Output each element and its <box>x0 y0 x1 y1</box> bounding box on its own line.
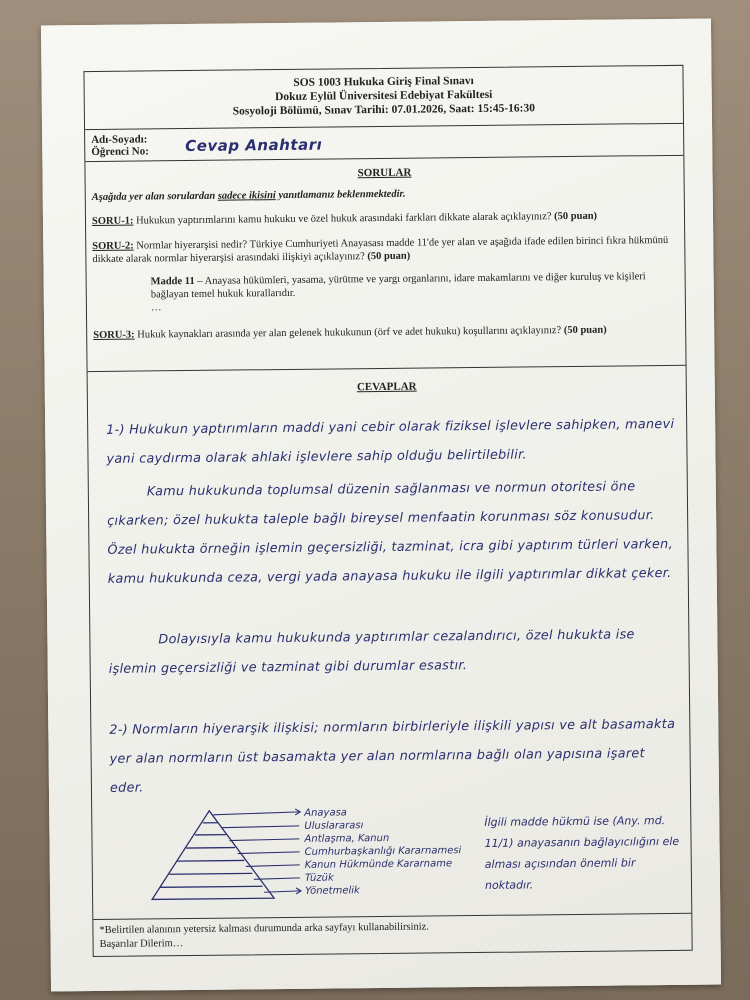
q2-points: (50 puan) <box>367 250 411 263</box>
pyramid-level-2: Uluslararası <box>304 820 364 832</box>
answer-2-side-note: İlgili madde hükmü ise (Any. md. 11/1) anayasanın bağlayıcılığını ele alması açısından önemli bir noktadır. <box>484 814 680 892</box>
answers-title: CEVAPLAR <box>356 380 417 394</box>
exam-header <box>84 66 683 130</box>
instruction-pre: Aşağıda yer alan sorulardan <box>91 190 218 204</box>
header-line-3: Sosyoloji Bölümü, Sınav Tarihi: 07.01.2026, Saat: 15:45-16:30 <box>232 102 536 118</box>
pyramid-arrows <box>207 806 318 907</box>
q3-text: Hukuk kaynakları arasında yer alan gelenek hukukunun (örf ve adet hukuku) koşullarını açıklayınız? <box>134 325 564 341</box>
question-1 <box>92 209 678 228</box>
pyramid-level-5: Kanun Hükmünde Kararname <box>304 858 453 871</box>
article-label: Madde 11 <box>150 275 195 288</box>
questions-section <box>85 156 685 372</box>
exam-footer <box>93 914 691 958</box>
article-ellipsis: … <box>150 302 162 314</box>
instruction <box>92 186 678 203</box>
q3-points: (50 puan) <box>563 324 607 337</box>
q1-text: Hukukun yaptırımlarını kamu hukuku ve özel hukuk arasındaki farkları dikkate alarak açıklayınız? <box>133 211 555 227</box>
answer-1-body: Kamu hukukunda toplumsal düzenin sağlanması ve normun otoritesi öne çıkarken; özel hukukta taleple bağlı bireysel menfaatin korunması söz konusudur. Özel hukukta örneğin işlemin geçersizliği, tazminat, icra gibi yaptırım türleri varken, kamu hukukunda ceza, vergi yada anayasa hukuku ile ilgili yaptırımlar dikkat çeker. <box>107 479 673 587</box>
q2-text: Normlar hiyerarşisi nedir? Türkiye Cumhuriyeti Anayasası madde 11'de yer alan ve aşağıda ifade edilen birinci fıkra hükmünü dikkate alarak normlar hiyerarşisi arasındaki ilişkiyi açıklayınız? <box>92 234 669 266</box>
answer-2-intro: 2-) Normların hiyerarşik ilişkisi; normların birbirleriyle ilişkili yapısı ve alt basamakta yer alan normların üst basamakta yer alan normlarına bağlı olan yapısına işaret eder. <box>109 716 676 796</box>
pyramid-level-4: Cumhurbaşkanlığı Kararnamesi <box>304 845 462 858</box>
pyramid-level-7: Yönetmelik <box>304 885 360 897</box>
footer-closing: Başarılar Dilerim… <box>99 938 184 950</box>
footer-note: *Belirtilen alanının yetersiz kalması durumunda arka sayfayı kullanabilirsiniz. <box>99 921 429 936</box>
exam-frame <box>83 65 692 957</box>
instruction-emphasis: sadece ikisini <box>217 190 276 202</box>
exam-paper <box>41 19 721 992</box>
article-text: – Anayasa hükümleri, yasama, yürütme ve yargı organlarını, idare makamlarını ve diğer kuruluş ve kişileri bağlayan temel hukuk kurallarıdır. <box>150 271 646 301</box>
question-3 <box>93 323 679 342</box>
header-line-1: SOS 1003 Hukuka Giriş Final Sınavı <box>293 75 474 89</box>
article-11 <box>93 270 679 315</box>
answer-1-intro: 1-) Hukukun yaptırımların maddi yani cebir olarak fiziksel işlevlere sahipken, manevi yani caydırma olarak ahlaki işlevlere sahip olduğu belirtilebilir. <box>106 416 675 467</box>
question-2 <box>92 234 678 266</box>
pyramid-level-6: Tüzük <box>304 872 334 884</box>
q1-points: (50 puan) <box>554 210 598 223</box>
pyramid-level-1: Anayasa <box>304 807 347 819</box>
answer-1-conclusion: Dolayısıyla kamu hukukunda yaptırımlar cezalandırıcı, özel hukukta ise işlemin geçersizliği ve tazminat gibi durumlar esastır. <box>108 627 635 677</box>
pyramid-level-3: Antlaşma, Kanun <box>304 832 390 845</box>
q3-label: SORU-3: <box>93 329 135 342</box>
q2-label: SORU-2: <box>92 240 134 253</box>
student-handwritten-value: Cevap Anahtarı <box>185 135 323 156</box>
questions-title: SORULAR <box>357 166 412 180</box>
name-label: Adı-Soyadı: <box>91 133 148 147</box>
q1-label: SORU-1: <box>91 215 134 228</box>
instruction-post: yanıtlamanız beklenmektedir. <box>275 188 406 202</box>
header-line-2: Dokuz Eylül Üniversitesi Edebiyat Fakültesi <box>275 88 493 104</box>
number-label: Öğrenci No: <box>91 145 149 159</box>
answers-section <box>88 366 692 920</box>
